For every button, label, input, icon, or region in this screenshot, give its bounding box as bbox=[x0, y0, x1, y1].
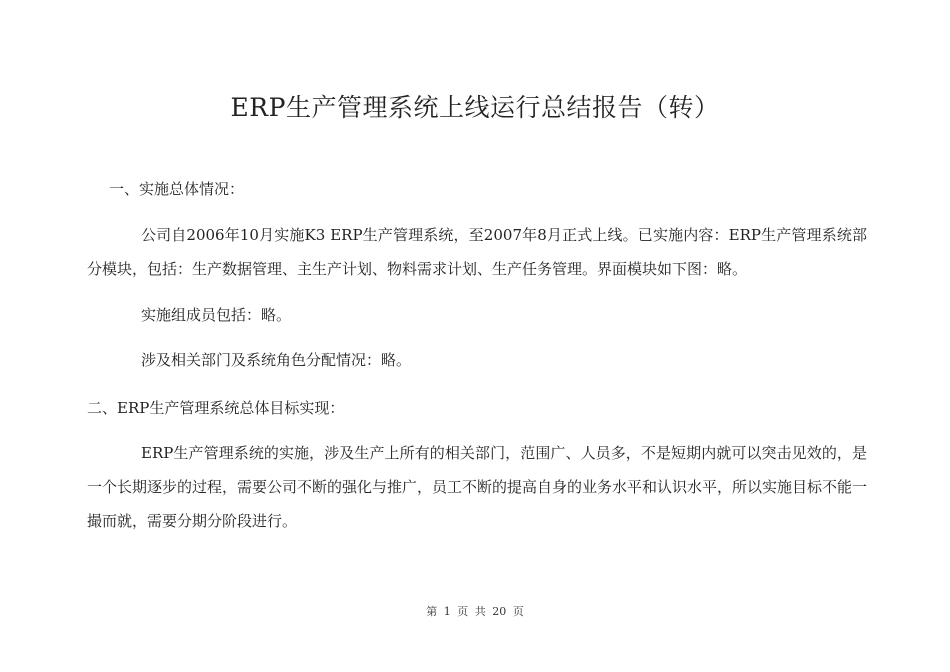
paragraph-team-members: 实施组成员包括：略。 bbox=[141, 306, 292, 324]
page-number-footer: 第 1 页 共 20 页 bbox=[426, 605, 524, 618]
paragraph-departments-roles: 涉及相关部门及系统角色分配情况：略。 bbox=[141, 351, 412, 369]
paragraph-implementation-content: 公司自2006年10月实施K3 ERP生产管理系统，至2007年8月正式上线。已实施内容：ERP生产管理系统部分模块，包括：生产数据管理、主生产计划、物料需求计划、生产任务管理。界面模块如下图：略。 bbox=[87, 226, 867, 278]
document-title: ERP生产管理系统上线运行总结报告（转） bbox=[230, 93, 720, 122]
paragraph-goal-description: ERP生产管理系统的实施，涉及生产上所有的相关部门，范围广、人员多，不是短期内就可以突击见效的，是一个长期逐步的过程，需要公司不断的强化与推广，员工不断的提高自身的业务水平和认识水平，所以实施目标不能一撮而就，需要分期分阶段进行。 bbox=[87, 444, 868, 530]
section-heading-goal-achievement: 二、ERP生产管理系统总体目标实现： bbox=[87, 399, 345, 417]
section-heading-implementation-overview: 一、实施总体情况： bbox=[109, 180, 245, 198]
